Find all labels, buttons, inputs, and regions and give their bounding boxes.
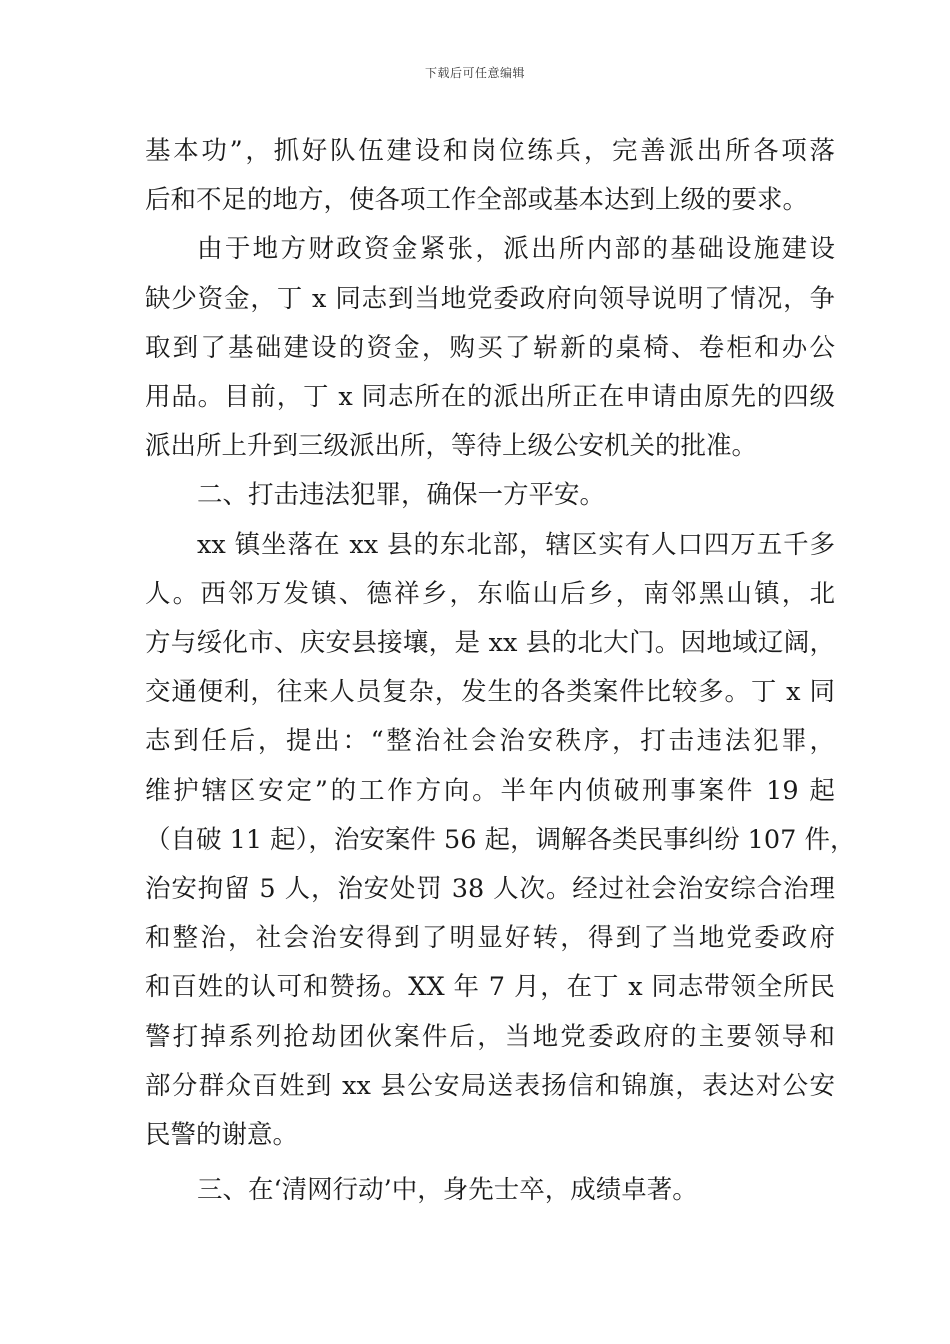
page-header: 下载后可任意编辑 xyxy=(424,66,525,80)
text-line: 人。西邻万发镇、德祥乡，东临山后乡，南邻黑山镇，北 xyxy=(145,578,835,609)
text-line: 派出所上升到三级派出所，等待上级公安机关的批准。 xyxy=(145,431,758,462)
text-line: 民警的谢意。 xyxy=(145,1120,299,1151)
text-line: 用品。目前，丁 x 同志所在的派出所正在申请由原先的四级 xyxy=(145,382,835,413)
text-line: 后和不足的地方，使各项工作全部或基本达到上级的要求。 xyxy=(145,185,809,216)
section-heading: 三、在‘清网行动’中，身先士卒，成绩卓著。 xyxy=(197,1175,698,1206)
text-line: 治安拘留 5 人，治安处罚 38 人次。经过社会治安综合治理 xyxy=(145,874,835,905)
text-line: 缺少资金，丁 x 同志到当地党委政府向领导说明了情况，争 xyxy=(145,283,835,314)
text-line: xx 镇坐落在 xx 县的东北部，辖区实有人口四万五千多 xyxy=(197,529,835,560)
text-line: 交通便利，往来人员复杂，发生的各类案件比较多。丁 x 同 xyxy=(145,677,835,708)
text-line: 部分群众百姓到 xx 县公安局送表扬信和锦旗，表达对公安 xyxy=(145,1070,835,1101)
text-line: 警打掉系列抢劫团伙案件后，当地党委政府的主要领导和 xyxy=(145,1021,835,1052)
text-line: 和整治，社会治安得到了明显好转，得到了当地党委政府 xyxy=(145,923,835,954)
text-line: 方与绥化市、庆安县接壤，是 xx 县的北大门。因地域辽阔， xyxy=(145,628,835,659)
text-line: 由于地方财政资金紧张，派出所内部的基础设施建设 xyxy=(197,234,835,265)
text-line: 和百姓的认可和赞扬。XX 年 7 月，在丁 x 同志带领全所民 xyxy=(145,972,835,1003)
text-line: 基本功”，抓好队伍建设和岗位练兵，完善派出所各项落 xyxy=(145,136,835,166)
section-heading: 二、打击违法犯罪，确保一方平安。 xyxy=(197,480,606,511)
text-line: 取到了基础建设的资金，购买了崭新的桌椅、卷柜和办公 xyxy=(145,332,835,363)
text-line: 维护辖区安定”的工作方向。半年内侦破刑事案件 19 起 xyxy=(145,775,835,806)
text-line: 志到任后，提出：“整治社会治安秩序，打击违法犯罪， xyxy=(145,726,835,757)
document-body xyxy=(145,127,856,1215)
text-line: （自破 11 起），治安案件 56 起，调解各类民事纠纷 107 件， xyxy=(145,824,856,855)
